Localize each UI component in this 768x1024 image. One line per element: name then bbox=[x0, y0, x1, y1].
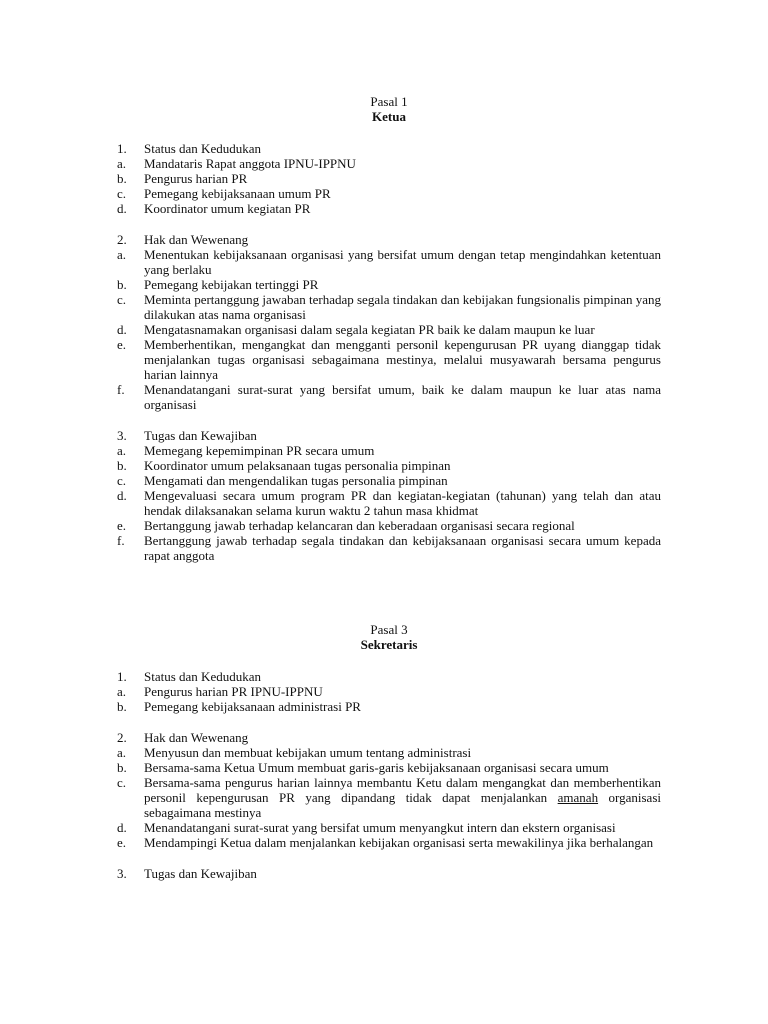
list-item: f. Menandatangani surat-surat yang bersifat umum, baik ke dalam maupun ke luar atas nama organisasi bbox=[117, 382, 661, 412]
list-item: a. Memegang kepemimpinan PR secara umum bbox=[117, 443, 375, 458]
list-item: d. Mengatasnamakan organisasi dalam segala kegiatan PR baik ke dalam maupun ke luar bbox=[117, 322, 595, 337]
list-item: a. Menentukan kebijaksanaan organisasi yang bersifat umum dengan tetap mengindahkan ketentuan yang berlaku bbox=[117, 247, 661, 277]
pasal-3-group-3 bbox=[117, 866, 661, 881]
list-item: b. Pengurus harian PR bbox=[117, 171, 248, 186]
list-item: a. Menyusun dan membuat kebijakan umum tentang administrasi bbox=[117, 745, 472, 760]
list-item: c. Pemegang kebijaksanaan umum PR bbox=[117, 186, 331, 201]
list-item: b. Pemegang kebijaksanaan administrasi PR bbox=[117, 699, 361, 714]
pasal-1-label: Pasal 1 bbox=[370, 94, 408, 109]
group-heading: 2. Hak dan Wewenang bbox=[117, 232, 249, 247]
pasal-3-group-2 bbox=[117, 730, 661, 850]
pasal-1-section bbox=[117, 94, 661, 563]
list-item: e. Memberhentikan, mengangkat dan mengganti personil kepengurusan PR uyang dianggap tidak menjalankan tugas organisasi sebagaimana mestinya, melalui musyawarah bersama pengurus harian lainnya bbox=[117, 337, 661, 382]
pasal-1-group-3 bbox=[117, 428, 661, 563]
group-heading: 3. Tugas dan Kewajiban bbox=[117, 866, 257, 881]
group-heading: 1. Status dan Kedudukan bbox=[117, 669, 261, 684]
list-item: c. Mengamati dan mengendalikan tugas personalia pimpinan bbox=[117, 473, 448, 488]
pasal-1-group-2 bbox=[117, 232, 661, 412]
list-item: e. Bertanggung jawab terhadap kelancaran dan keberadaan organisasi secara regional bbox=[117, 518, 575, 533]
list-item: b. Koordinator umum pelaksanaan tugas personalia pimpinan bbox=[117, 458, 451, 473]
underlined-word: amanah bbox=[557, 790, 599, 805]
list-item: d. Mengevaluasi secara umum program PR dan kegiatan-kegiatan (tahunan) yang telah dan atau hendak dilaksanakan selama kurun waktu 2 tahun masa khidmat bbox=[117, 488, 661, 518]
list-item: e. Mendampingi Ketua dalam menjalankan kebijakan organisasi serta mewakilinya jika berhalangan bbox=[117, 835, 654, 850]
pasal-3-section bbox=[117, 622, 661, 881]
group-heading: 3. Tugas dan Kewajiban bbox=[117, 428, 257, 443]
list-item: b. Pemegang kebijakan tertinggi PR bbox=[117, 277, 319, 292]
list-item: c. Meminta pertanggung jawaban terhadap segala tindakan dan kebijakan fungsionalis pimpinan yang dilakukan atas nama organisasi bbox=[117, 292, 661, 322]
list-item: f. Bertanggung jawab terhadap segala tindakan dan kebijaksanaan organisasi secara umum kepada rapat anggota bbox=[117, 533, 661, 563]
list-item: c. Bersama-sama pengurus harian lainnya membantu Ketu dalam mengangkat dan memberhentikan personil kepengurusan PR yang dipandang tidak dapat menjalankan amanah organisasi sebagaimana mestinya bbox=[117, 775, 661, 820]
pasal-1-title: Ketua bbox=[372, 109, 406, 124]
group-heading: 2. Hak dan Wewenang bbox=[117, 730, 249, 745]
list-item: d. Menandatangani surat-surat yang bersifat umum menyangkut intern dan ekstern organisasi bbox=[117, 820, 616, 835]
pasal-3-title: Sekretaris bbox=[360, 637, 418, 652]
pasal-3-group-1 bbox=[117, 669, 661, 714]
list-item: b. Bersama-sama Ketua Umum membuat garis-garis kebijaksanaan organisasi secara umum bbox=[117, 760, 609, 775]
pasal-1-group-1 bbox=[117, 141, 661, 216]
pasal-3-label: Pasal 3 bbox=[370, 622, 408, 637]
list-item: a. Mandataris Rapat anggota IPNU-IPPNU bbox=[117, 156, 356, 171]
list-item: a. Pengurus harian PR IPNU-IPPNU bbox=[117, 684, 323, 699]
list-item-text: Bersama-sama pengurus harian lainnya membantu Ketu dalam mengangkat dan memberhentikan personil kepengurusan PR yang dipandang tidak dapat menjalankan amanah organisasi sebagaimana mestinya bbox=[144, 775, 661, 820]
group-heading: 1. Status dan Kedudukan bbox=[117, 141, 261, 156]
list-item: d. Koordinator umum kegiatan PR bbox=[117, 201, 311, 216]
